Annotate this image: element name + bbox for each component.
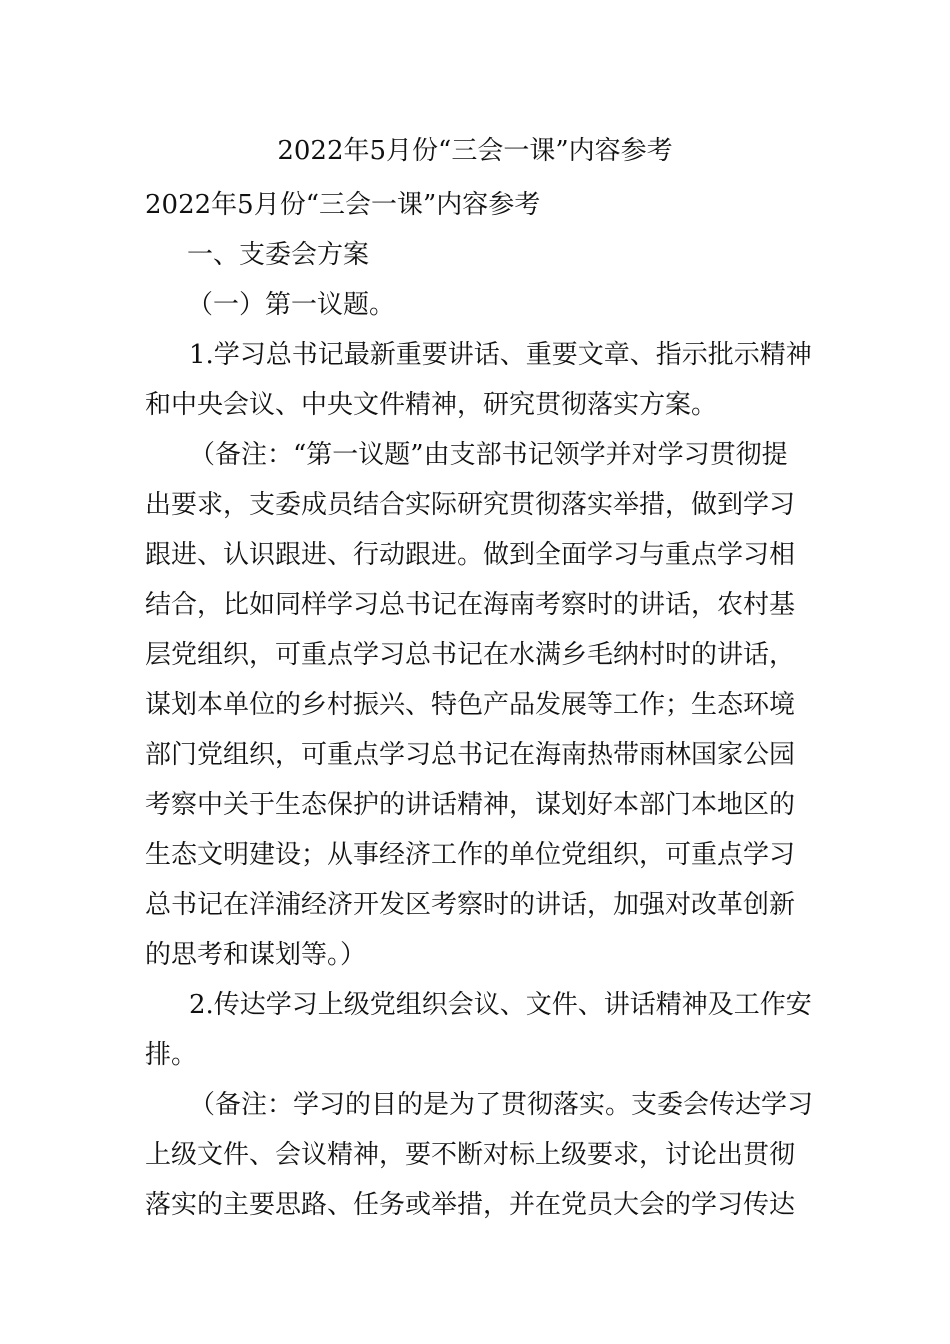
paragraph-line: 总书记在洋浦经济开发区考察时的讲话，加强对改革创新 xyxy=(145,890,796,920)
item-2-paragraph xyxy=(145,980,813,1080)
paragraph-line: 和中央会议、中央文件精神，研究贯彻落实方案。 xyxy=(145,390,718,420)
section-heading: 一、支委会方案 xyxy=(187,240,370,270)
note-2-paragraph xyxy=(145,1080,813,1230)
document-title: 2022年5月份“三会一课”内容参考 xyxy=(277,136,673,166)
paragraph-line: 部门党组织，可重点学习总书记在海南热带雨林国家公园 xyxy=(145,740,796,770)
item-1-paragraph xyxy=(145,330,813,430)
paragraph-line: （备注：“第一议题”由支部书记领学并对学习贯彻提 xyxy=(189,440,788,470)
paragraph-line: 结合，比如同样学习总书记在海南考察时的讲话，农村基 xyxy=(145,590,796,620)
paragraph-line: （备注：学习的目的是为了贯彻落实。支委会传达学习 xyxy=(189,1090,814,1120)
subsection-heading: （一）第一议题。 xyxy=(187,290,396,320)
paragraph-line: 上级文件、会议精神，要不断对标上级要求，讨论出贯彻 xyxy=(145,1140,796,1170)
paragraph-line: 层党组织，可重点学习总书记在水满乡毛纳村时的讲话， xyxy=(145,640,796,670)
document-body xyxy=(145,180,813,1230)
paragraph-line: 的思考和谋划等。） xyxy=(145,940,367,970)
paragraph-line: 落实的主要思路、任务或举措，并在党员大会的学习传达 xyxy=(145,1190,796,1220)
paragraph-line: 出要求，支委成员结合实际研究贯彻落实举措，做到学习 xyxy=(145,490,796,520)
document-subtitle: 2022年5月份“三会一课”内容参考 xyxy=(145,190,541,220)
paragraph-line: 谋划本单位的乡村振兴、特色产品发展等工作；生态环境 xyxy=(145,690,796,720)
paragraph-line: 跟进、认识跟进、行动跟进。做到全面学习与重点学习相 xyxy=(145,540,796,570)
paragraph-line: 1.学习总书记最新重要讲话、重要文章、指示批示精神 xyxy=(189,340,812,370)
note-1-paragraph xyxy=(145,430,813,980)
paragraph-line: 生态文明建设；从事经济工作的单位党组织，可重点学习 xyxy=(145,840,796,870)
paragraph-line: 考察中关于生态保护的讲话精神，谋划好本部门本地区的 xyxy=(145,790,796,820)
paragraph-line: 排。 xyxy=(145,1040,198,1070)
paragraph-line: 2.传达学习上级党组织会议、文件、讲话精神及工作安 xyxy=(189,990,812,1020)
